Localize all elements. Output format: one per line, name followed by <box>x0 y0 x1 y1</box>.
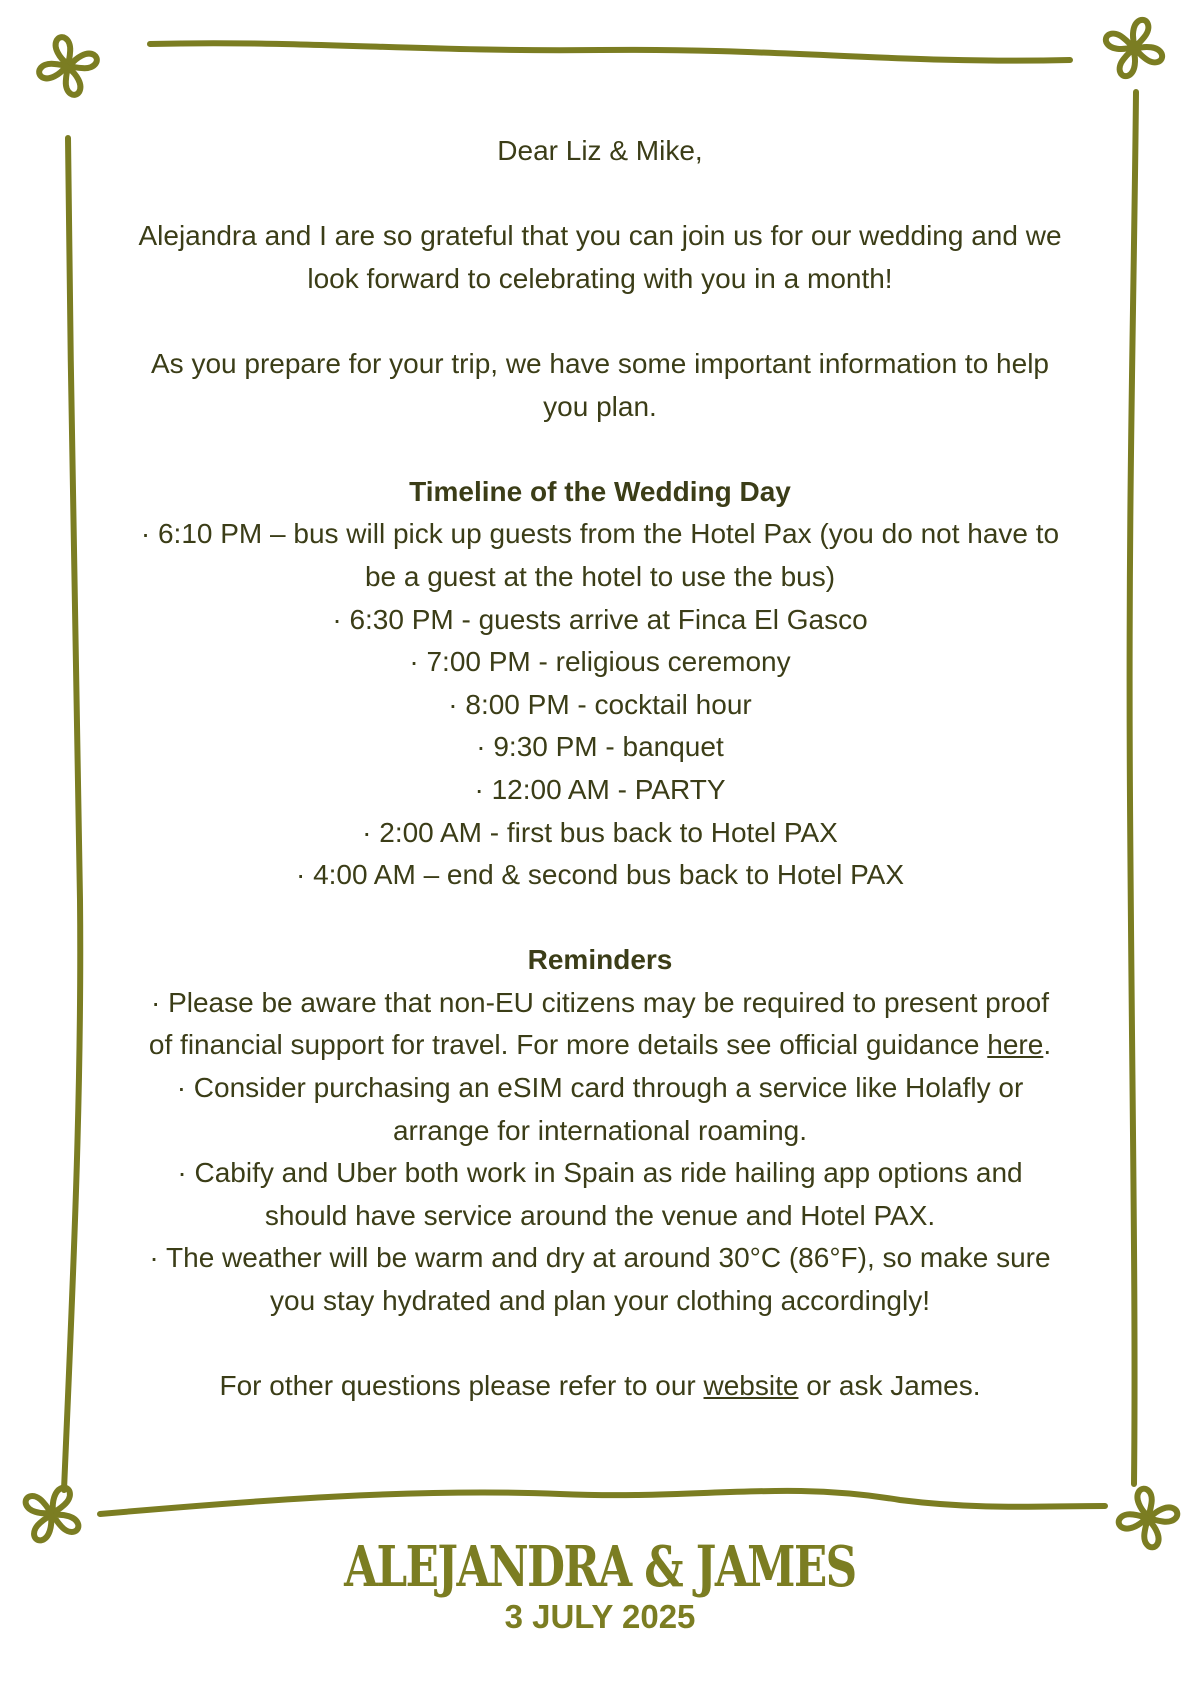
prepare-paragraph <box>100 343 1100 428</box>
reminder-item: · The weather will be warm and dry at around 30°C (86°F), so make sure <box>149 1242 1051 1274</box>
reminder-text: . <box>1043 1029 1052 1061</box>
closing-text: or ask James. <box>798 1370 981 1402</box>
timeline-item: · 8:00 PM - cocktail hour <box>448 688 752 720</box>
reminder-item: arrange for international roaming. <box>392 1114 807 1146</box>
reminders-list <box>100 982 1100 1323</box>
timeline-heading: Timeline of the Wedding Day <box>409 475 791 507</box>
timeline-item: · 6:10 PM – bus will pick up guests from the Hotel Pax (you do not have to <box>140 518 1060 550</box>
timeline-item: · 12:00 AM - PARTY <box>474 773 726 805</box>
timeline-item: · 7:00 PM - religious ceremony <box>409 646 791 678</box>
wedding-date: 3 JULY 2025 <box>504 1598 696 1635</box>
intro-paragraph <box>100 215 1100 300</box>
flower-icon-top-right <box>1096 10 1172 86</box>
couple-names: ALEJANDRA & JAMES <box>344 1534 856 1600</box>
website-link[interactable]: website <box>703 1370 799 1402</box>
timeline-item: · 2:00 AM - first bus back to Hotel PAX <box>362 816 838 848</box>
reminder-item: · Please be aware that non-EU citizens may be required to present proof <box>150 986 1050 1018</box>
timeline-item: · 9:30 PM - banquet <box>476 731 724 763</box>
reminder-item: · Consider purchasing an eSIM card through a service like Holafly or <box>176 1072 1024 1104</box>
reminder-text: of financial support for travel. For more details see official guidance <box>148 1029 988 1061</box>
intro-line: Alejandra and I are so grateful that you can join us for our wedding and we <box>138 220 1062 252</box>
timeline-item: be a guest at the hotel to use the bus) <box>364 560 836 592</box>
closing-text: For other questions please refer to our <box>219 1370 704 1402</box>
reminder-item: should have service around the venue and Hotel PAX. <box>264 1199 936 1231</box>
timeline-list <box>100 513 1100 896</box>
reminder-item: · Cabify and Uber both work in Spain as ride hailing app options and <box>177 1157 1023 1189</box>
letter-body <box>100 130 1100 1408</box>
flower-icon-top-left <box>32 30 105 103</box>
prepare-line: As you prepare for your trip, we have some important information to help <box>151 347 1049 379</box>
footer <box>0 1535 1200 1637</box>
intro-line: look forward to celebrating with you in a month! <box>307 262 893 294</box>
timeline-item: · 6:30 PM - guests arrive at Finca El Gasco <box>332 603 868 635</box>
prepare-line: you plan. <box>543 390 657 422</box>
timeline-item: · 4:00 AM – end & second bus back to Hotel PAX <box>295 859 905 891</box>
reminders-heading: Reminders <box>527 944 673 976</box>
reminder-item: you stay hydrated and plan your clothing accordingly! <box>270 1285 930 1317</box>
greeting: Dear Liz & Mike, <box>497 135 703 166</box>
reminder-item <box>100 1024 1100 1067</box>
guidance-link[interactable]: here <box>987 1029 1044 1061</box>
closing-line <box>100 1365 1100 1408</box>
